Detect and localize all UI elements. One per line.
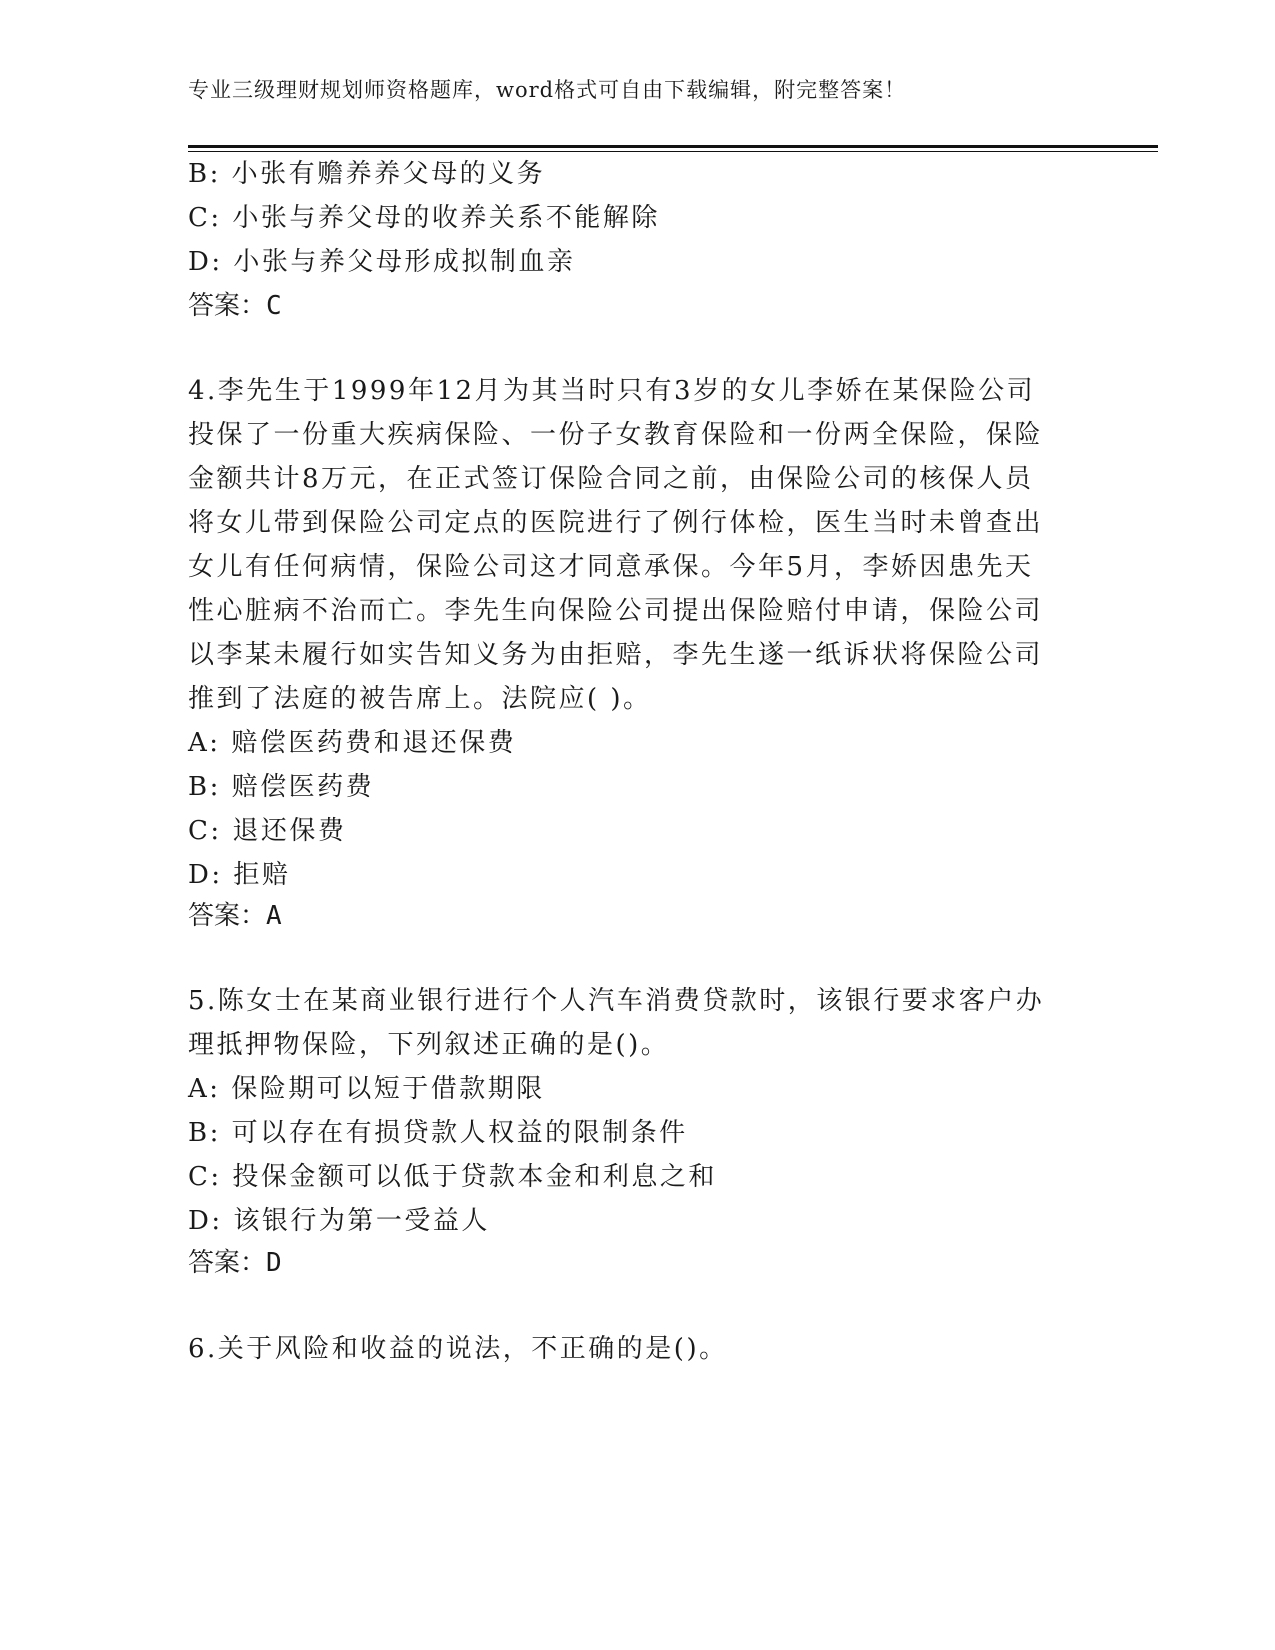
q4-text-line: 推到了法庭的被告席上。法院应( )。 [188,684,652,714]
q4-option-a: A: 赔偿医药费和退还保费 [188,728,517,758]
q6-text-line: 6.关于风险和收益的说法，不正确的是()。 [188,1334,728,1364]
q4-option-d: D: 拒赔 [188,860,291,890]
q5-option-c: C: 投保金额可以低于贷款本金和利息之和 [188,1162,717,1192]
q4-option-b: B: 赔偿医药费 [188,772,375,802]
q4-text-line: 4.李先生于1999年12月为其当时只有3岁的女儿李娇在某保险公司 [188,376,1036,406]
answer-label: 答案： [188,1248,267,1278]
q3-answer [188,289,282,323]
q5-answer [188,1246,282,1280]
q4-option-c: C: 退还保费 [188,816,347,846]
q3-option-b: B: 小张有赡养养父母的义务 [188,159,546,189]
answer-value: D [266,1248,282,1278]
q4-text-line: 投保了一份重大疾病保险、一份子女教育保险和一份两全保险，保险 [188,420,1044,450]
answer-value: C [266,291,282,321]
q3-option-c: C: 小张与养父母的收养关系不能解除 [188,203,660,233]
q5-text-line: 5.陈女士在某商业银行进行个人汽车消费贷款时，该银行要求客户办 [188,986,1045,1016]
q5-option-a: A: 保险期可以短于借款期限 [188,1074,545,1104]
q5-text-line: 理抵押物保险，下列叙述正确的是()。 [188,1030,670,1060]
header-rule-thick [188,145,1158,148]
page-header: 专业三级理财规划师资格题库，word格式可自由下载编辑，附完整答案！ [188,78,907,102]
q4-text-line: 女儿有任何病情，保险公司这才同意承保。今年5月，李娇因患先天 [188,552,1034,582]
q4-text-line: 以李某未履行如实告知义务为由拒赔，李先生遂一纸诉状将保险公司 [188,640,1044,670]
answer-value: A [266,901,282,931]
header-rule-thin [188,151,1158,152]
q5-option-b: B: 可以存在有损贷款人权益的限制条件 [188,1118,688,1148]
q4-answer [188,899,282,933]
q3-option-d: D: 小张与养父母形成拟制血亲 [188,247,576,277]
q4-text-line: 性心脏病不治而亡。李先生向保险公司提出保险赔付申请，保险公司 [188,596,1044,626]
answer-label: 答案： [188,291,267,321]
q5-option-d: D: 该银行为第一受益人 [188,1206,490,1236]
q4-text-line: 金额共计8万元，在正式签订保险合同之前，由保险公司的核保人员 [188,464,1034,494]
answer-label: 答案： [188,901,267,931]
q4-text-line: 将女儿带到保险公司定点的医院进行了例行体检，医生当时未曾查出 [188,508,1044,538]
